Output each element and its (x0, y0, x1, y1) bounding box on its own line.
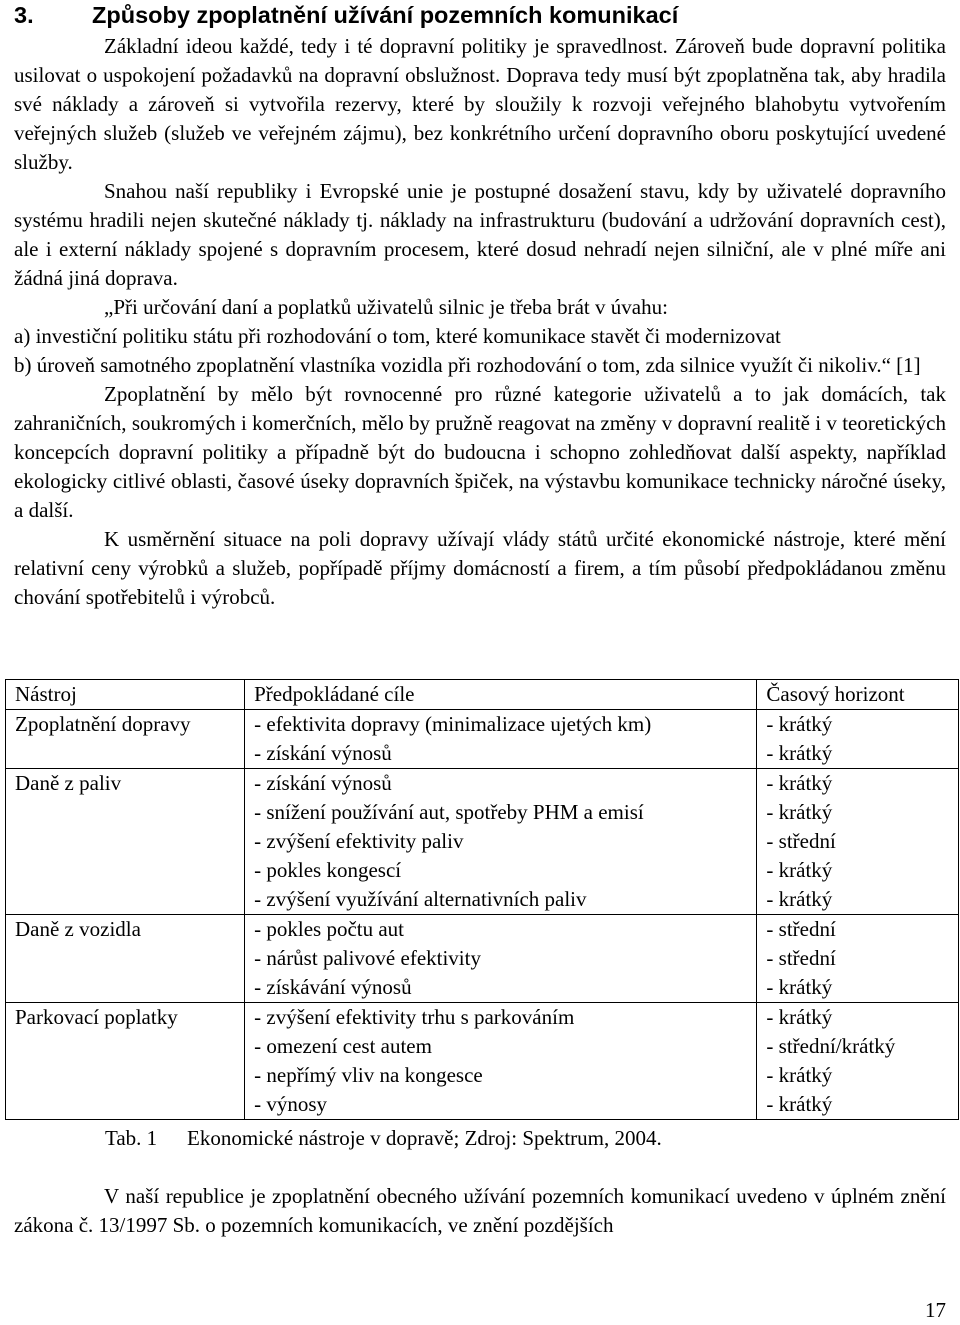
goal-line: - získávání výnosů (254, 975, 412, 999)
goals-cell (245, 1003, 757, 1120)
horizon-cell (757, 915, 959, 1003)
tool-cell: Zpoplatnění dopravy (6, 710, 245, 769)
section-title: Způsoby zpoplatnění užívání pozemních komunikací (92, 2, 679, 28)
body-text-upper (14, 32, 946, 612)
section-number: 3. (14, 2, 34, 28)
list-item-b: b) úroveň samotného zpoplatnění vlastníka vozidla při rozhodování o tom, zda silnice využít či nikoliv.“ [1] (14, 353, 921, 377)
horizon-cell (757, 710, 959, 769)
horizon-line: - krátký (766, 771, 833, 795)
table-row (6, 769, 959, 915)
goal-line: - zvýšení efektivity paliv (254, 829, 464, 853)
paragraph-6: V naší republice je zpoplatnění obecného užívání pozemních komunikací uvedeno v úplném znění zákona č. 13/1997 Sb. o pozemních komunikacích, ve znění pozdějších (14, 1184, 946, 1237)
horizon-line: - střední (766, 917, 836, 941)
horizon-line: - krátký (766, 712, 833, 736)
horizon-line: - krátký (766, 1005, 833, 1029)
paragraph-1: Základní ideou každé, tedy i té dopravní politiky je spravedlnost. Zároveň bude dopravní politika usilovat o uspokojení požadavků na dopravní obslužnost. Doprava tedy musí být zpoplatněna tak, aby hradila své náklady a zároveň si vytvořila rezervy, které by sloužily k rozvoji veřejného blahobytu vytvořením veřejných služeb (služeb ve veřejném zájmu), bez konkrétního určení dopravního oboru poskytující uvedené služby. (14, 34, 946, 174)
caption-text: Ekonomické nástroje v dopravě; Zdroj: Spektrum, 2004. (187, 1126, 662, 1150)
goals-cell (245, 769, 757, 915)
goal-line: - výnosy (254, 1092, 328, 1116)
horizon-line: - střední (766, 946, 836, 970)
section-heading (14, 0, 678, 30)
horizon-line: - krátký (766, 887, 833, 911)
tool-cell: Daně z paliv (6, 769, 245, 915)
horizon-line: - krátký (766, 800, 833, 824)
tool-cell: Parkovací poplatky (6, 1003, 245, 1120)
header-tool: Nástroj (6, 680, 245, 710)
horizon-line: - krátký (766, 741, 833, 765)
horizon-cell (757, 769, 959, 915)
horizon-line: - krátký (766, 858, 833, 882)
goal-line: - nárůst palivové efektivity (254, 946, 481, 970)
list-item-a: a) investiční politiku státu při rozhodování o tom, které komunikace stavět či modernizovat (14, 324, 781, 348)
horizon-line: - krátký (766, 975, 833, 999)
page-number: 17 (925, 1298, 946, 1322)
body-text-lower (14, 1182, 946, 1240)
goal-line: - efektivita dopravy (minimalizace ujetých km) (254, 712, 652, 736)
goal-line: - získání výnosů (254, 741, 392, 765)
horizon-line: - střední/krátký (766, 1034, 896, 1058)
horizon-line: - krátký (766, 1063, 833, 1087)
caption-label: Tab. 1 (105, 1126, 158, 1150)
horizon-line: - střední (766, 829, 836, 853)
table-row (6, 915, 959, 1003)
tool-cell: Daně z vozidla (6, 915, 245, 1003)
header-horizon: Časový horizont (757, 680, 959, 710)
table-row (6, 710, 959, 769)
economic-tools-table (5, 679, 959, 1120)
table-caption (105, 1124, 662, 1153)
goal-line: - omezení cest autem (254, 1034, 432, 1058)
paragraph-4: Zpoplatnění by mělo být rovnocenné pro různé kategorie uživatelů a to jak domácích, tak zahraničních, soukromých i komerčních, mělo by pružně reagovat na změny v dopravní realitě i v teoretických koncepcích dopravní politiky a případně být do budoucna i schopno zohledňovat další aspekty, například ekologicky citlivé oblasti, časové úseky dopravních špiček, na výstavbu komunikace technicky náročné úseky, a další. (14, 382, 946, 522)
goal-line: - snížení používání aut, spotřeby PHM a emisí (254, 800, 644, 824)
goal-line: - nepřímý vliv na kongesce (254, 1063, 483, 1087)
horizon-cell (757, 1003, 959, 1120)
paragraph-3: „Při určování daní a poplatků uživatelů silnic je třeba brát v úvahu: (104, 295, 668, 319)
paragraph-2: Snahou naší republiky i Evropské unie je postupné dosažení stavu, kdy by uživatelé dopravního systému hradili nejen skutečné náklady tj. náklady na infrastrukturu (budování a udržování dopravních cest), ale i externí náklady spojené s dopravním procesem, které dosud nehradí nejen silniční, ale v plné míře ani žádná jiná doprava. (14, 179, 946, 290)
goal-line: - získání výnosů (254, 771, 392, 795)
table-header-row (6, 680, 959, 710)
goal-line: - pokles počtu aut (254, 917, 405, 941)
goal-line: - zvýšení využívání alternativních paliv (254, 887, 587, 911)
goal-line: - zvýšení efektivity trhu s parkováním (254, 1005, 575, 1029)
horizon-line: - krátký (766, 1092, 833, 1116)
table-row (6, 1003, 959, 1120)
goals-cell (245, 710, 757, 769)
paragraph-5: K usměrnění situace na poli dopravy užívají vlády států určité ekonomické nástroje, které mění relativní ceny výrobků a služeb, popřípadě příjmy domácností a firem, a tím působí předpokládanou změnu chování spotřebitelů i výrobců. (14, 527, 946, 609)
header-goals: Předpokládané cíle (245, 680, 757, 710)
goals-cell (245, 915, 757, 1003)
goal-line: - pokles kongescí (254, 858, 402, 882)
